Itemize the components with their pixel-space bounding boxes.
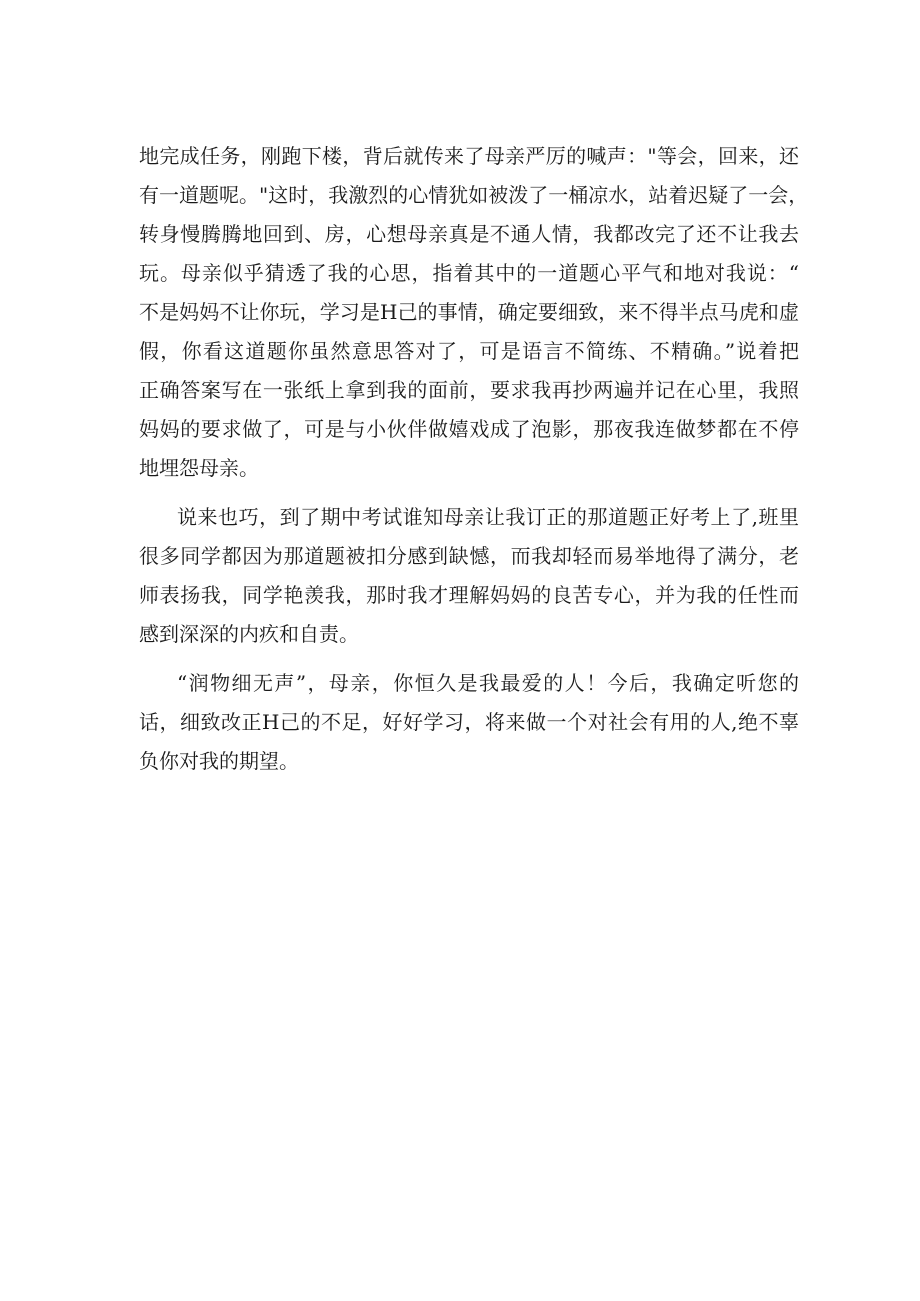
- text-line: 正确答案写在一张纸上拿到我的面前，要求我再抄两遍并记在心里，我照: [139, 378, 799, 402]
- text-line: 转身慢腾腾地回到、房，心想母亲真是不通人情，我都改完了还不让我去: [139, 222, 799, 246]
- paragraph-spacer: [139, 654, 799, 664]
- text-line: 话，细致改正H己的不足，好好学习，将来做一个对社会有用的人,绝不辜: [139, 710, 799, 734]
- paragraph-3: [139, 664, 799, 781]
- paragraph-2: [139, 498, 799, 654]
- text-line: 说来也巧，到了期中考试谁知母亲让我订正的那道题正好考上了,班里: [177, 505, 799, 529]
- text-line: 很多同学都因为那道题被扣分感到缺憾，而我却轻而易举地得了满分，老: [139, 544, 799, 568]
- document-body: [139, 137, 809, 781]
- paragraph-1: [139, 137, 809, 488]
- text-line: 玩。母亲似乎猜透了我的心思，指着其中的一道题心平气和地对我说：“: [139, 261, 799, 285]
- text-line: 负你对我的期望。: [139, 749, 299, 773]
- text-line: 地完成任务，刚跑下楼，背后就传来了母亲严厉的喊声："等会，回来，还: [139, 144, 799, 168]
- text-line: 师表扬我，同学艳羡我，那时我才理解妈妈的良苦专心，并为我的任性而: [139, 583, 799, 607]
- text-line: 有一道题呢。"这时，我激烈的心情犹如被泼了一桶凉水，站着迟疑了一会，: [139, 183, 809, 207]
- text-line: 地埋怨母亲。: [139, 456, 259, 480]
- text-line: 妈妈的要求做了，可是与小伙伴做嬉戏成了泡影，那夜我连做梦都在不停: [139, 417, 799, 441]
- text-line: 不是妈妈不让你玩，学习是H己的事情，确定要细致，来不得半点马虎和虚: [139, 300, 799, 324]
- text-line: “润物细无声”，母亲，你恒久是我最爱的人！今后，我确定听您的: [177, 671, 799, 695]
- text-line: 假，你看这道题你虽然意思答对了，可是语言不简练、不精确。”说着把: [139, 339, 799, 363]
- paragraph-spacer: [139, 488, 799, 498]
- text-line: 感到深深的内疚和自责。: [139, 622, 359, 646]
